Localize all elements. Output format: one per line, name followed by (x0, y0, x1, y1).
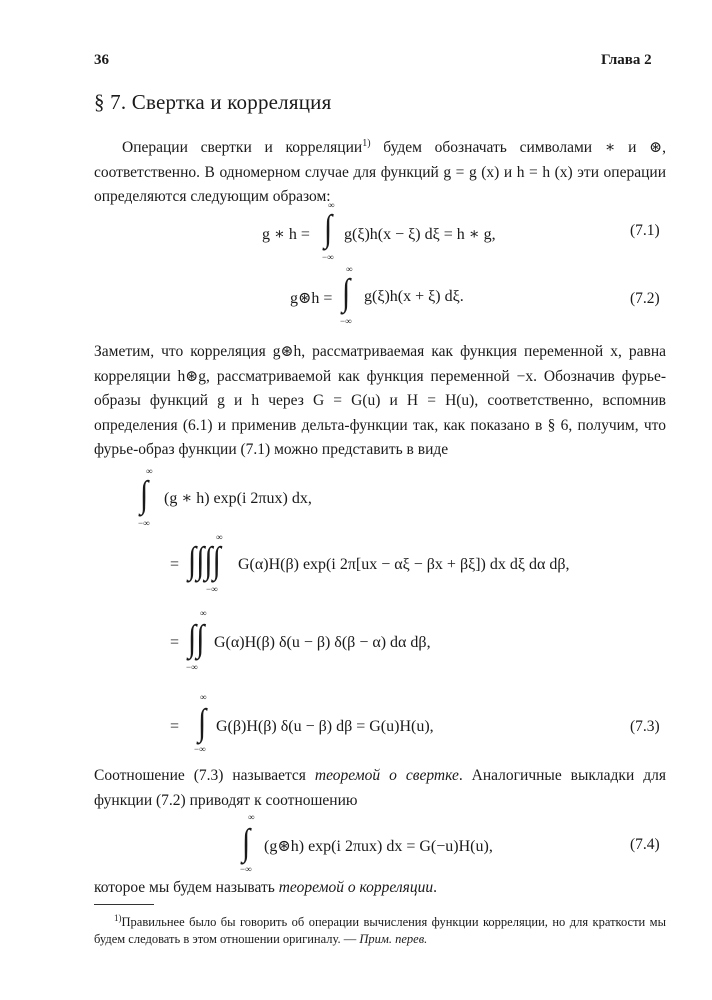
eq71-label: (7.1) (630, 222, 660, 239)
eq73-l4-upper-limit: ∞ (200, 692, 207, 702)
eq74-body: (g⊛h) exp(i 2πux) dx = G(−u)H(u), (264, 838, 493, 855)
eq73-l2-body: G(α)H(β) exp(i 2π[ux − αξ − βx + βξ]) dx dξ dα dβ, (238, 556, 570, 573)
eq74-integral-sign: ∫ (242, 821, 251, 863)
intro-text-start: Операции свертки и корреляции (122, 139, 363, 157)
paragraph-correlation: Заметим, что корреляция g⊛h, рассматриваемая как функция переменной x, равна корреляции h⊛g, рассматриваемой как функция переменной −x. Обозначив фурье-образы функций g и h через G = G(u) и H = H(u), соответственно, вспомнив определения (6.1) и применив дельта-функции так, как показано в § 6, получим, что фурье-образ функции (7.1) можно представить в виде (94, 343, 666, 458)
eq73-l4-lower-limit: −∞ (194, 744, 206, 754)
p3-text-start: Соотношение (7.3) называется (94, 767, 315, 784)
eq73-l1-body: (g ∗ h) exp(i 2πux) dx, (164, 490, 312, 507)
footnote-rule (94, 904, 154, 905)
eq73-label: (7.3) (630, 718, 660, 735)
eq73-l3-lower-limit: −∞ (186, 662, 198, 672)
eq73-l2-integral-signs: ∫∫∫∫ (188, 539, 221, 581)
eq72-integral-sign: ∫ (342, 271, 351, 313)
eq73-l2-lower-limit: −∞ (206, 584, 218, 594)
footnote (94, 910, 666, 948)
eq72-lhs: g⊛h = (290, 290, 333, 307)
footnote-reference: 1) (362, 138, 371, 149)
eq72-label: (7.2) (630, 290, 660, 307)
eq72-lower-limit: −∞ (340, 316, 352, 326)
eq73-l1-lower-limit: −∞ (138, 518, 150, 528)
eq71-lhs: g ∗ h = (262, 226, 310, 243)
p4-emphasis: теоремой о корреляции (278, 879, 434, 896)
p3-text-end: . Аналогичные выкладки для функции (7.2) приводят к соотношению (94, 767, 666, 809)
eq71-body: g(ξ)h(x − ξ) dξ = h ∗ g, (344, 226, 496, 243)
section-title: § 7. Свертка и корреляция (94, 90, 332, 114)
p3-emphasis: теоремой о свертке (314, 767, 459, 784)
eq73-l4-body: G(β)H(β) δ(u − β) dβ = G(u)H(u), (216, 718, 434, 735)
eq73-l3-equals: = (170, 634, 180, 651)
p4-text-end: . (433, 879, 437, 896)
eq74-label: (7.4) (630, 836, 660, 853)
eq73-l1-integral-sign: ∫ (140, 473, 149, 515)
eq73-l2-equals: = (170, 556, 180, 573)
eq73-l1-upper-limit: ∞ (146, 466, 153, 476)
chapter-label: Глава 2 (601, 52, 652, 68)
footnote-credit: Прим. перев. (359, 932, 428, 947)
eq73-l3-upper-limit: ∞ (200, 608, 207, 618)
eq73-l3-body: G(α)H(β) δ(u − β) δ(β − α) dα dβ, (214, 634, 431, 651)
eq71-upper-limit: ∞ (328, 200, 335, 210)
intro-text-end: будем обозначать символами ∗ и ⊛, соответственно. В одномерном случае для функций g = g (x) и h = h (x) эти операции определяются следующим образом: (94, 139, 666, 206)
footnote-mark: 1) (114, 913, 122, 923)
eq71-lower-limit: −∞ (322, 252, 334, 262)
eq71-integral-sign: ∫ (324, 207, 333, 249)
eq72-upper-limit: ∞ (346, 264, 353, 274)
eq74-upper-limit: ∞ (248, 812, 255, 822)
eq73-l3-integral-signs: ∫∫ (188, 617, 205, 659)
eq73-l4-integral-sign: ∫ (198, 701, 207, 743)
eq73-l4-equals: = (170, 718, 180, 735)
page-number: 36 (94, 52, 109, 68)
eq74-lower-limit: −∞ (240, 864, 252, 874)
eq72-body: g(ξ)h(x + ξ) dξ. (364, 288, 464, 305)
p4-text-start: которое мы будем называть (94, 879, 279, 896)
paragraph-convolution-theorem (94, 764, 666, 813)
paragraph-correlation-theorem (94, 876, 666, 901)
footnote-text: Правильнее было бы говорить об операции вычисления функции корреляции, но для краткости мы будем следовать в этом отношении оригиналу. — (94, 915, 666, 947)
paragraph-intro (94, 132, 666, 210)
eq73-l2-upper-limit: ∞ (216, 532, 223, 542)
